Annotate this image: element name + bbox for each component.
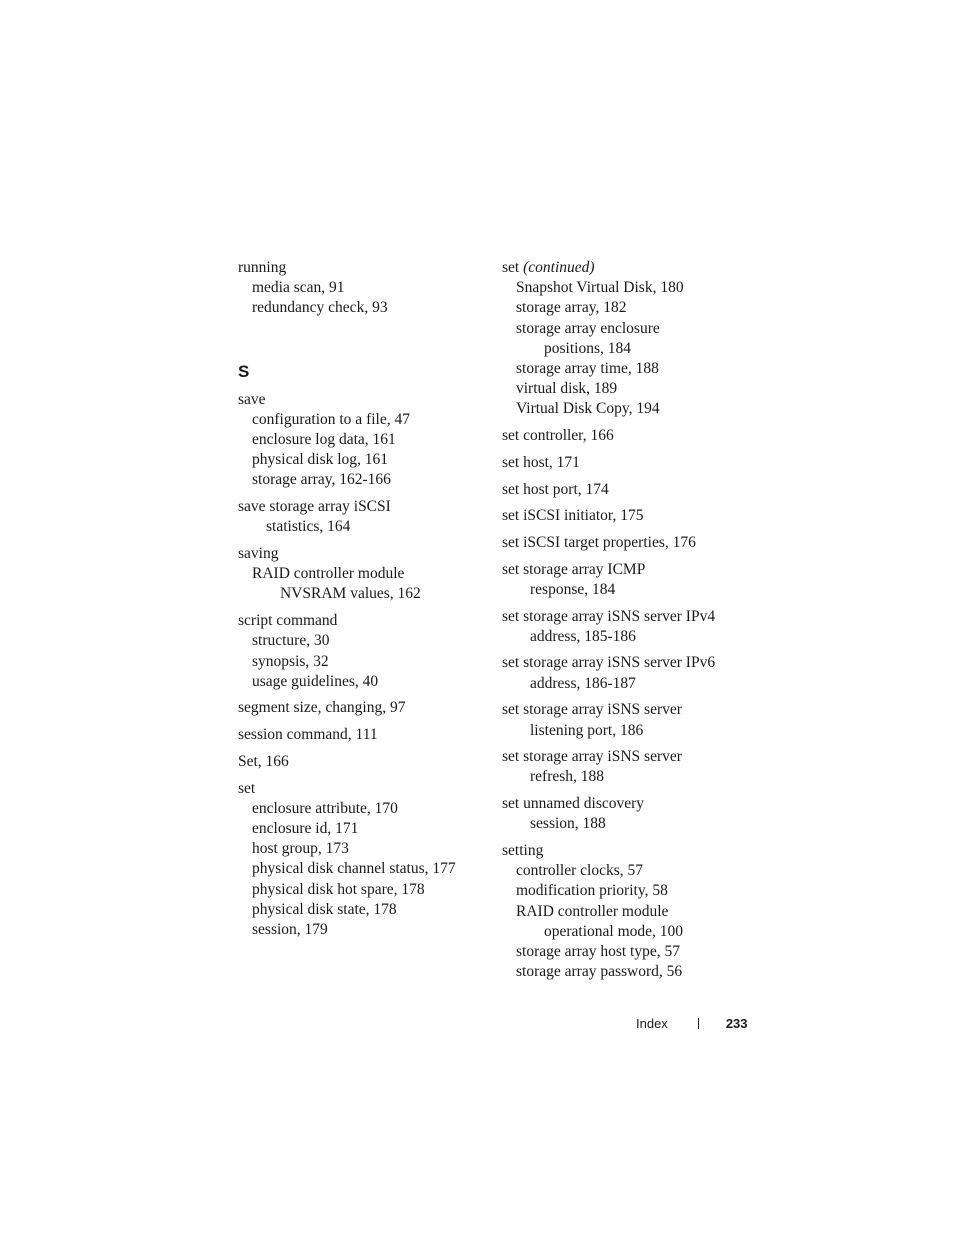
index-term (238, 698, 488, 718)
index-term (502, 453, 752, 473)
index-subterm (502, 962, 752, 982)
entry-text: save (238, 390, 266, 408)
entry-text: set unnamed discovery (502, 795, 645, 813)
entry-text: storage array enclosure (516, 319, 660, 337)
index-subterm (502, 902, 752, 922)
index-entry (502, 653, 752, 693)
page-footer (636, 1015, 748, 1033)
entry-text: storage array host type, 57 (516, 943, 680, 961)
index-subterm (238, 584, 488, 604)
index-subterm (238, 652, 488, 672)
index-subterm (502, 942, 752, 962)
index-term (502, 721, 752, 741)
index-entry (238, 258, 488, 319)
index-entry (502, 426, 752, 446)
index-subterm (238, 430, 488, 450)
index-entry (238, 497, 488, 537)
entry-text: save storage array iSCSI (238, 498, 391, 516)
entry-text: controller clocks, 57 (516, 862, 643, 880)
index-entry (238, 725, 488, 745)
index-entry (502, 533, 752, 553)
index-subterm (502, 359, 752, 379)
index-term (238, 779, 488, 799)
index-term (502, 794, 752, 814)
continued-note: (continued) (523, 259, 595, 276)
index-term (502, 767, 752, 787)
entry-text: session, 179 (252, 920, 328, 938)
index-subterm (502, 399, 752, 419)
index-term (238, 497, 488, 517)
index-term (502, 747, 752, 767)
index-entry (238, 698, 488, 718)
entry-text: set iSCSI target properties, 176 (502, 533, 696, 551)
index-subterm (238, 819, 488, 839)
entry-text: storage array, 162-166 (252, 471, 391, 489)
index-term (238, 725, 488, 745)
index-column-right (502, 258, 752, 989)
index-entry (502, 794, 752, 834)
index-term (238, 258, 488, 278)
index-subterm (238, 672, 488, 692)
page-number: 233 (725, 1016, 748, 1031)
entry-text: NVSRAM values, 162 (280, 585, 421, 603)
entry-text: usage guidelines, 40 (252, 672, 379, 690)
entry-text: set storage array iSNS server (502, 748, 682, 766)
index-subterm (238, 839, 488, 859)
index-entry (502, 700, 752, 740)
entry-text: redundancy check, 93 (252, 299, 388, 317)
index-term (502, 258, 752, 278)
entry-text: session command, 111 (238, 726, 378, 744)
index-term (238, 544, 488, 564)
index-subterm (502, 922, 752, 942)
entry-text: physical disk channel status, 177 (252, 860, 456, 878)
entry-text: synopsis, 32 (252, 652, 329, 670)
index-subterm (502, 319, 752, 339)
index-entry (238, 390, 488, 491)
entry-text: refresh, 188 (530, 768, 605, 786)
index-column-left (238, 258, 488, 947)
entry-text: set storage array iSNS server (502, 701, 682, 719)
index-entry (502, 841, 752, 982)
index-term (502, 580, 752, 600)
index-subterm (238, 799, 488, 819)
index-entry (502, 560, 752, 600)
entry-text: host group, 173 (252, 840, 349, 858)
entry-text: configuration to a file, 47 (252, 410, 410, 428)
entry-text: set (238, 779, 256, 797)
entry-text: response, 184 (530, 580, 616, 598)
entry-text: listening port, 186 (530, 721, 644, 739)
index-term (502, 607, 752, 627)
index-subterm (238, 410, 488, 430)
section-letter-s: S (238, 361, 250, 381)
index-entry (238, 752, 488, 772)
entry-text: set storage array iSNS server IPv6 (502, 654, 716, 672)
entry-text: address, 185-186 (530, 627, 636, 645)
index-term (502, 426, 752, 446)
index-entry (502, 607, 752, 647)
index-subterm (238, 298, 488, 318)
entry-text: RAID controller module (252, 565, 405, 583)
index-entry (502, 480, 752, 500)
footer-section-label: Index (636, 1016, 668, 1031)
entry-text: set storage array ICMP (502, 560, 646, 578)
entry-text: physical disk state, 178 (252, 900, 397, 918)
index-entry (502, 453, 752, 473)
index-subterm (502, 278, 752, 298)
entry-text: statistics, 164 (266, 518, 351, 536)
entry-text: enclosure log data, 161 (252, 431, 396, 449)
index-entry (238, 544, 488, 605)
index-term (502, 814, 752, 834)
entry-text: segment size, changing, 97 (238, 699, 406, 717)
index-term (502, 480, 752, 500)
index-subterm (502, 861, 752, 881)
index-term (238, 390, 488, 410)
index-term (502, 506, 752, 526)
entry-text: set host, 171 (502, 453, 580, 471)
index-subterm (502, 379, 752, 399)
entry-text: enclosure attribute, 170 (252, 799, 398, 817)
entry-text: operational mode, 100 (544, 922, 684, 940)
index-entry (502, 506, 752, 526)
entry-text: storage array time, 188 (516, 360, 659, 378)
entry-text: session, 188 (530, 815, 606, 833)
entry-text: RAID controller module (516, 902, 669, 920)
index-subterm (238, 564, 488, 584)
entry-text: Snapshot Virtual Disk, 180 (516, 279, 684, 297)
entry-text: script command (238, 612, 338, 630)
entry-text: set controller, 166 (502, 427, 614, 445)
entry-text: positions, 184 (544, 339, 631, 357)
entry-text: setting (502, 842, 544, 860)
index-entry (502, 258, 752, 420)
entry-text: media scan, 91 (252, 279, 345, 297)
entry-text: saving (238, 545, 279, 563)
index-term (502, 653, 752, 673)
index-subterm (238, 880, 488, 900)
index-subterm (238, 470, 488, 490)
entry-text: physical disk hot spare, 178 (252, 880, 425, 898)
entry-text: set storage array iSNS server IPv4 (502, 607, 716, 625)
entry-text: Set, 166 (238, 752, 289, 770)
index-subterm (238, 859, 488, 879)
entry-text: storage array, 182 (516, 299, 627, 317)
index-term (502, 841, 752, 861)
index-subterm (238, 900, 488, 920)
entry-text: Virtual Disk Copy, 194 (516, 400, 660, 418)
entry-text: modification priority, 58 (516, 882, 668, 900)
index-term (502, 674, 752, 694)
entry-text: address, 186-187 (530, 674, 636, 692)
entry-text: running (238, 259, 287, 276)
index-subterm (502, 298, 752, 318)
entry-text: set (502, 259, 520, 276)
footer-separator (698, 1018, 699, 1029)
entry-text: structure, 30 (252, 632, 330, 650)
index-term (502, 533, 752, 553)
index-subterm (238, 450, 488, 470)
index-term (238, 517, 488, 537)
index-term (502, 560, 752, 580)
entry-text: storage array password, 56 (516, 963, 683, 981)
index-term (238, 611, 488, 631)
index-subterm (238, 631, 488, 651)
index-term (238, 752, 488, 772)
index-entry (238, 611, 488, 692)
index-term (502, 627, 752, 647)
entry-text: enclosure id, 171 (252, 819, 359, 837)
index-subterm (238, 278, 488, 298)
index-subterm (238, 920, 488, 940)
entry-text: set host port, 174 (502, 480, 609, 498)
index-subterm (502, 881, 752, 901)
index-term (502, 700, 752, 720)
entry-text: set iSCSI initiator, 175 (502, 507, 644, 525)
index-entry (502, 747, 752, 787)
index-entry (238, 779, 488, 941)
index-subterm (502, 339, 752, 359)
entry-text: physical disk log, 161 (252, 451, 389, 469)
entry-text: virtual disk, 189 (516, 380, 618, 398)
